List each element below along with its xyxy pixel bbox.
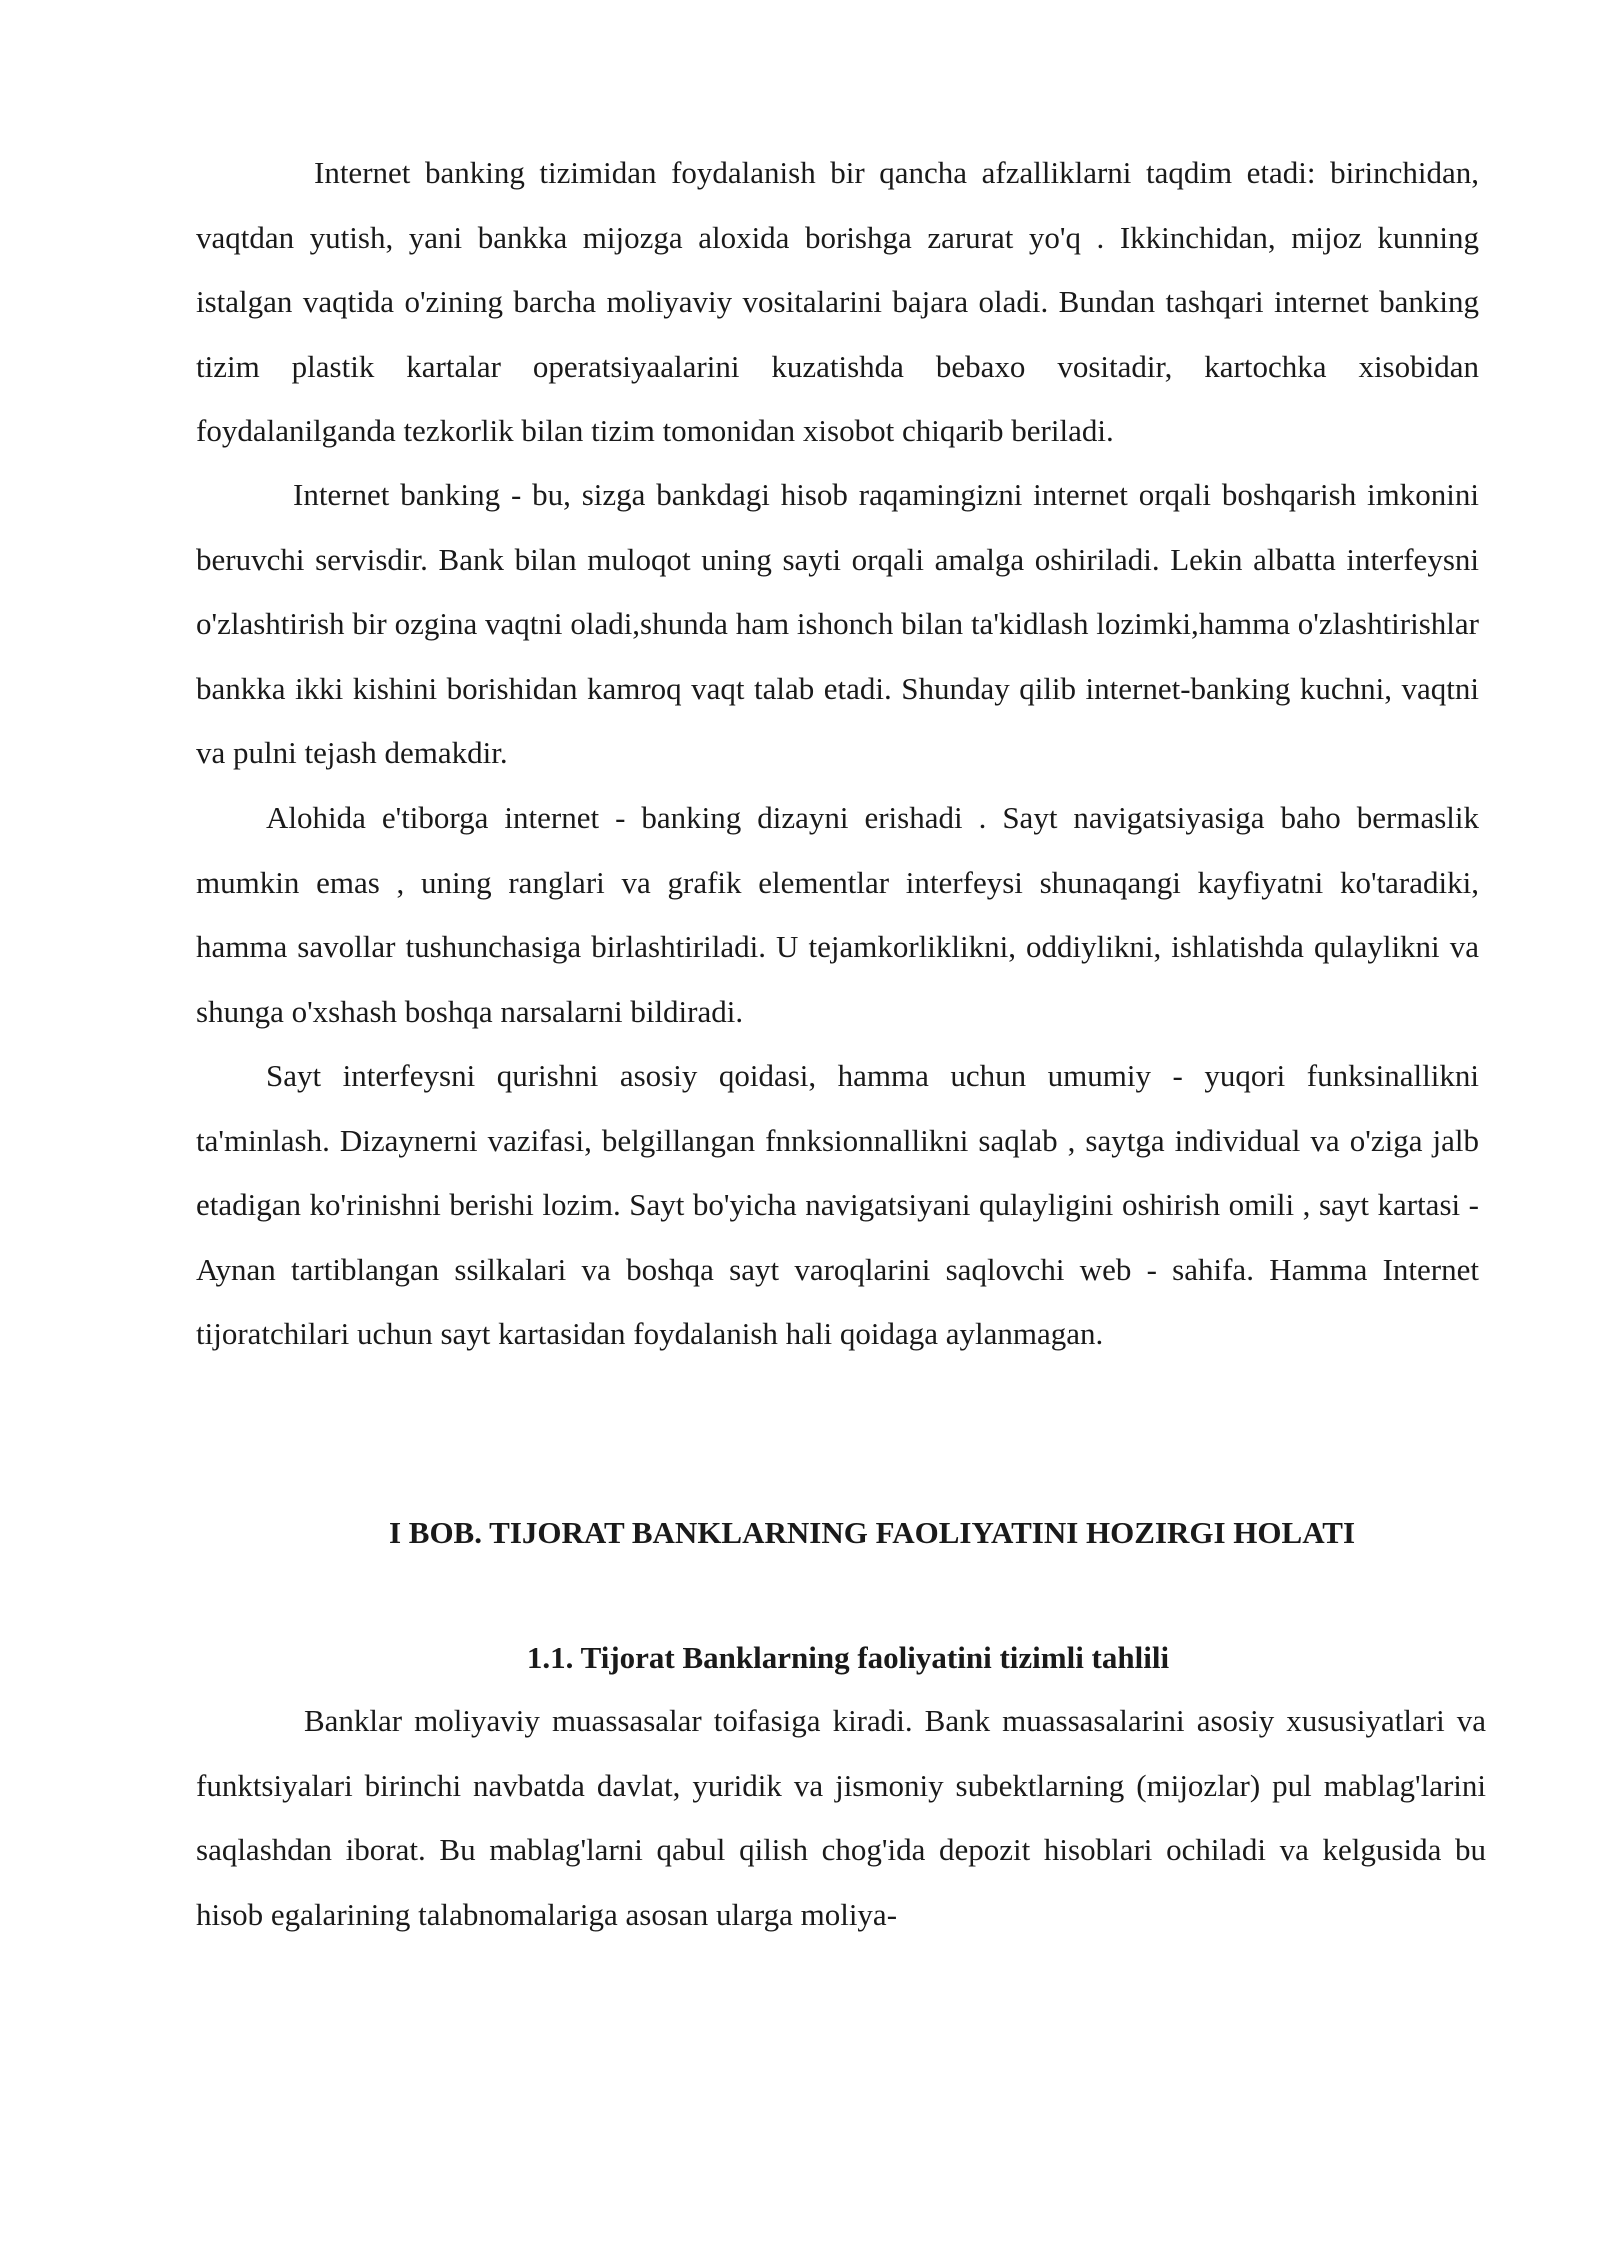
paragraph-internet-banking-advantages: Internet banking tizimidan foydalanish bir qancha afzalliklarni taqdim etadi: birinchidan, vaqtdan yutish, yani bankka mijozga aloxida borishga zarurat yo'q . Ikkinchidan, mijoz kunning istalgan vaqtida o'zining barcha moliyaviy vositalarini bajara oladi. Bundan tashqari internet banking tizim plastik kartalar operatsiyaalarini kuzatishda bebaxo vositadir, kartochka xisobidan foydalanilganda tezkorlik bilan tizim tomonidan xisobot chiqarib beriladi. (196, 155, 1479, 448)
paragraph-internet-banking-definition: Internet banking - bu, sizga bankdagi hisob raqamingizni internet orqali boshqarish imkonini beruvchi servisdir. Bank bilan muloqot uning sayti orqali amalga oshiriladi. Lekin albatta interfeysni o'zlashtirish bir ozgina vaqtni oladi,shunda ham ishonch bilan ta'kidlash lozimki,hamma o'zlashtirishlar bankka ikki kishini borishidan kamroq vaqt talab etadi. Shunday qilib internet-banking kuchni, vaqtni va pulni tejash demakdir. (196, 477, 1479, 770)
paragraph-site-interface: Sayt interfeysni qurishni asosiy qoidasi, hamma uchun umumiy - yuqori funksinallikni ta'minlash. Dizaynerni vazifasi, belgillangan fnnksionnallikni saqlab , saytga individual va o'ziga jalb etadigan ko'rinishni berishi lozim. Sayt bo'yicha navigatsiyani qulayligini oshirish omili , sayt kartasi - Aynan tartiblangan ssilkalari va boshqa sayt varoqlarini saqlovchi web - sahifa. Hamma Internet tijoratchilari uchun sayt kartasidan foydalanish hali qoidaga aylanmagan. (196, 1058, 1479, 1351)
chapter-heading: I BOB. TIJORAT BANKLARNING FAOLIYATINI HOZIRGI HOLATI (388, 1515, 1356, 1550)
paragraph-banks-financial-institutions: Banklar moliyaviy muassasalar toifasiga kiradi. Bank muassasalarini asosiy xususiyatlari va funktsiyalari birinchi navbatda davlat, yuridik va jismoniy subektlarning (mijozlar) pul mablag'larini saqlashdan iborat. Bu mablag'larni qabul qilish chog'ida depozit hisoblari ochiladi va kelgusida bu hisob egalarining talabnomalariga asosan ularga moliya- (196, 1703, 1486, 1932)
section-heading: 1.1. Tijorat Banklarning faoliyatini tizimli tahlili (526, 1640, 1170, 1675)
paragraph-banking-design: Alohida e'tiborga internet - banking dizayni erishadi . Sayt navigatsiyasiga baho bermaslik mumkin emas , uning ranglari va grafik elementlar interfeysi shunaqangi kayfiyatni ko'taradiki, hamma savollar tushunchasiga birlashtiriladi. U tejamkorliklikni, oddiylikni, ishlatishda qulaylikni va shunga o'xshash boshqa narsalarni bildiradi. (196, 800, 1479, 1029)
